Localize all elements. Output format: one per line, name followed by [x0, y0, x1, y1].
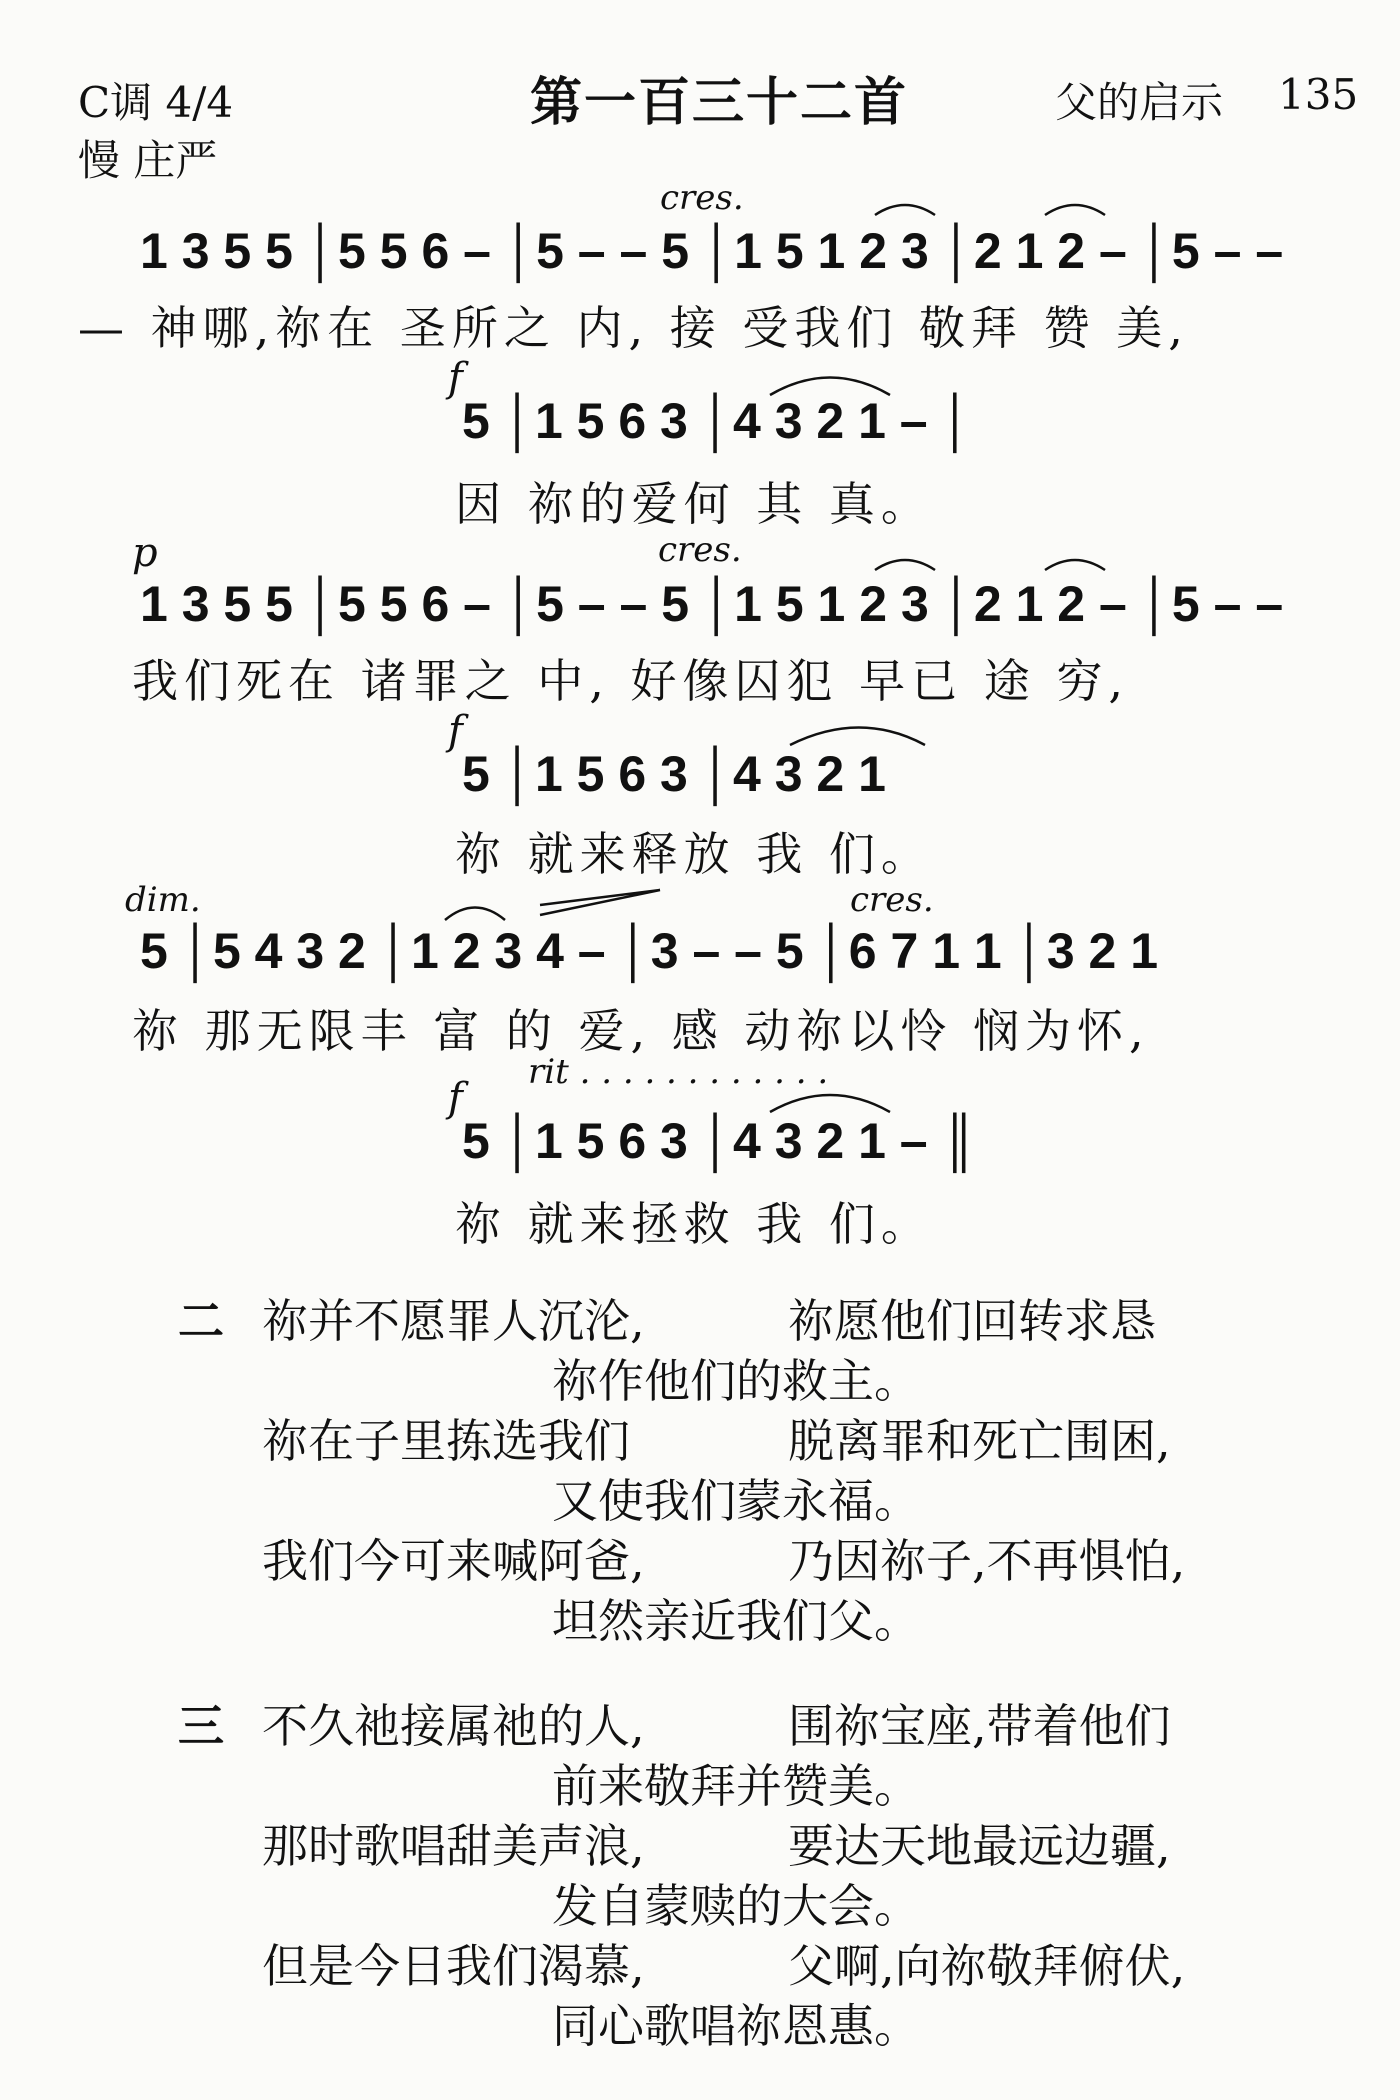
verse-line: 又使我们蒙永福。	[552, 1474, 920, 1528]
hymn-category: 父的启示	[1055, 78, 1224, 127]
verse-line: 祢在子里拣选我们	[262, 1414, 630, 1468]
verse-line: 围祢宝座,带着他们	[788, 1699, 1171, 1753]
piano-mark: p	[132, 530, 158, 576]
verse-line: 祢愿他们回转求恳	[788, 1294, 1156, 1348]
verse-line: 但是今日我们渴慕,	[262, 1939, 645, 1993]
lyrics-line-6: 祢 就来拯救 我 们。	[455, 1197, 933, 1251]
forte-mark: f	[448, 708, 463, 754]
notation-line-3: 1 3 5 5 │5 5 6 – │5 – – 5 │1 5 1 2 3 │2 1 2 – │5 – –	[140, 576, 1284, 632]
notation-line-5: 5 │5 4 3 2 │1 2 3 4 – │3 – – 5 │6 7 1 1 │3 2 1	[140, 923, 1159, 979]
tempo-marking: 慢 庄严	[78, 136, 218, 185]
verse-line: 要达天地最远边疆,	[788, 1819, 1171, 1873]
verse-line: 父啊,向祢敬拜俯伏,	[788, 1939, 1186, 1993]
crescendo-mark: cres.	[658, 530, 742, 570]
verse-line: 同心歌唱祢恩惠。	[552, 1999, 920, 2053]
notation-line-4: 5 │1 5 6 3 │4 3 2 1	[462, 746, 886, 802]
verse-number: 二	[178, 1294, 224, 1348]
verse-line: 祢作他们的救主。	[552, 1354, 920, 1408]
verse-line: 不久祂接属祂的人,	[262, 1699, 645, 1753]
notation-line-2: 5 │1 5 6 3 │4 3 2 1 – │	[462, 393, 973, 449]
verse-line: 我们今可来喊阿爸,	[262, 1534, 645, 1588]
forte-mark: f	[448, 355, 463, 401]
notation-line-1: 1 3 5 5 │5 5 6 – │5 – – 5 │1 5 1 2 3 │2 1 2 – │5 – –	[140, 223, 1284, 279]
verse-line: 坦然亲近我们父。	[552, 1594, 920, 1648]
verse-line: 那时歌唱甜美声浪,	[262, 1819, 645, 1873]
lyrics-line-4: 祢 就来释放 我 们。	[455, 827, 933, 881]
notation-line-6: 5 │1 5 6 3 │4 3 2 1 – ║	[462, 1113, 977, 1169]
forte-mark: f	[448, 1075, 463, 1121]
verse-line: 祢并不愿罪人沉沦,	[262, 1294, 645, 1348]
lyrics-line-5: 祢 那无限丰 富 的 爱, 感 动祢以怜 悯为怀,	[132, 1004, 1150, 1058]
page-number: 135	[1278, 70, 1359, 119]
diminuendo-mark: dim.	[125, 880, 201, 920]
verse-line: 乃因祢子,不再惧怕,	[788, 1534, 1186, 1588]
verse-line: 脱离罪和死亡围困,	[788, 1414, 1171, 1468]
lyrics-line-3: 我们死在 诸罪之 中, 好像囚犯 早已 途 穷,	[132, 654, 1129, 708]
ritardando-mark: rit . . . . . . . . . . . .	[528, 1052, 829, 1092]
key-signature: C调 4/4	[78, 78, 234, 127]
lyrics-line-2: 因 祢的爱何 其 真。	[455, 477, 933, 531]
crescendo-mark: cres.	[660, 178, 744, 218]
hymn-title: 第一百三十二首	[530, 73, 909, 133]
verse-line: 发自蒙赎的大会。	[552, 1879, 920, 1933]
verse-number: 三	[178, 1699, 224, 1753]
lyrics-line-1: — 神哪,祢在 圣所之 内, 接 受我们 敬拜 赞 美,	[78, 301, 1189, 355]
crescendo-mark: cres.	[850, 880, 934, 920]
verse-line: 前来敬拜并赞美。	[552, 1759, 920, 1813]
